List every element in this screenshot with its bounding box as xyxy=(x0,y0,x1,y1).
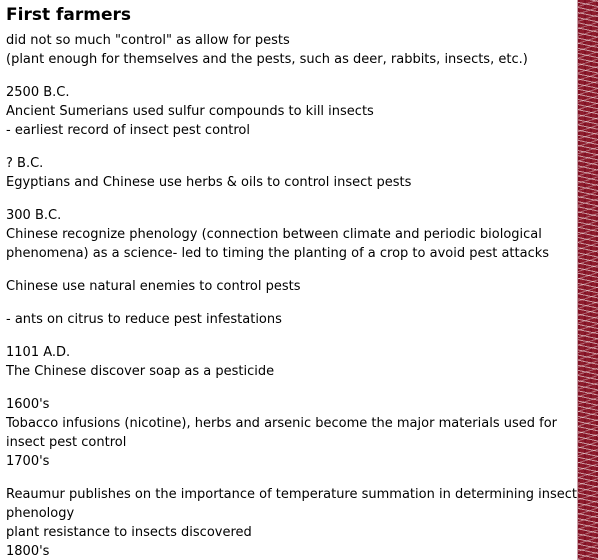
text-line: The Chinese discover soap as a pesticide xyxy=(6,364,275,379)
text-line: did not so much "control" as allow for pests xyxy=(6,33,290,48)
paragraph-ants-citrus xyxy=(6,310,578,329)
date-heading: 300 B.C. xyxy=(6,208,62,223)
paragraph-natural-enemies xyxy=(6,277,578,296)
paragraph-2500-bc xyxy=(6,83,578,140)
text-line: phenology xyxy=(6,506,75,521)
date-heading: 1600's xyxy=(6,397,50,412)
date-heading: ? B.C. xyxy=(6,156,44,171)
text-line: phenomena) as a science- led to timing the planting of a crop to avoid pest attacks xyxy=(6,246,550,261)
text-line: Reaumur publishes on the importance of temperature summation in determining insect xyxy=(6,487,578,502)
text-line: - ants on citrus to reduce pest infestations xyxy=(6,312,282,327)
text-line: Tobacco infusions (nicotine), herbs and arsenic become the major materials used for xyxy=(6,416,558,431)
page-title: First farmers xyxy=(6,5,131,25)
text-line: - earliest record of insect pest control xyxy=(6,123,250,138)
paragraph-first-farmers xyxy=(6,31,578,69)
text-line: Ancient Sumerians used sulfur compounds to kill insects xyxy=(6,104,374,119)
text-line: (plant enough for themselves and the pests, such as deer, rabbits, insects, etc.) xyxy=(6,52,528,67)
date-heading: 1101 A.D. xyxy=(6,345,71,360)
paragraph-1101-ad xyxy=(6,343,578,381)
paragraph-1600s xyxy=(6,395,578,471)
paragraph-300-bc xyxy=(6,206,578,263)
decorative-border-strip xyxy=(578,0,598,560)
text-line: insect pest control xyxy=(6,435,127,450)
text-line: Chinese recognize phenology (connection between climate and periodic biological xyxy=(6,227,542,242)
main-content xyxy=(6,3,578,560)
paragraph-unknown-bc xyxy=(6,154,578,192)
text-line: plant resistance to insects discovered xyxy=(6,525,252,540)
date-heading: 1800's xyxy=(6,544,50,559)
date-heading: 2500 B.C. xyxy=(6,85,70,100)
paragraph-reaumur xyxy=(6,485,578,560)
text-line: Chinese use natural enemies to control pests xyxy=(6,279,301,294)
text-line: Egyptians and Chinese use herbs & oils to control insect pests xyxy=(6,175,412,190)
date-heading: 1700's xyxy=(6,454,50,469)
